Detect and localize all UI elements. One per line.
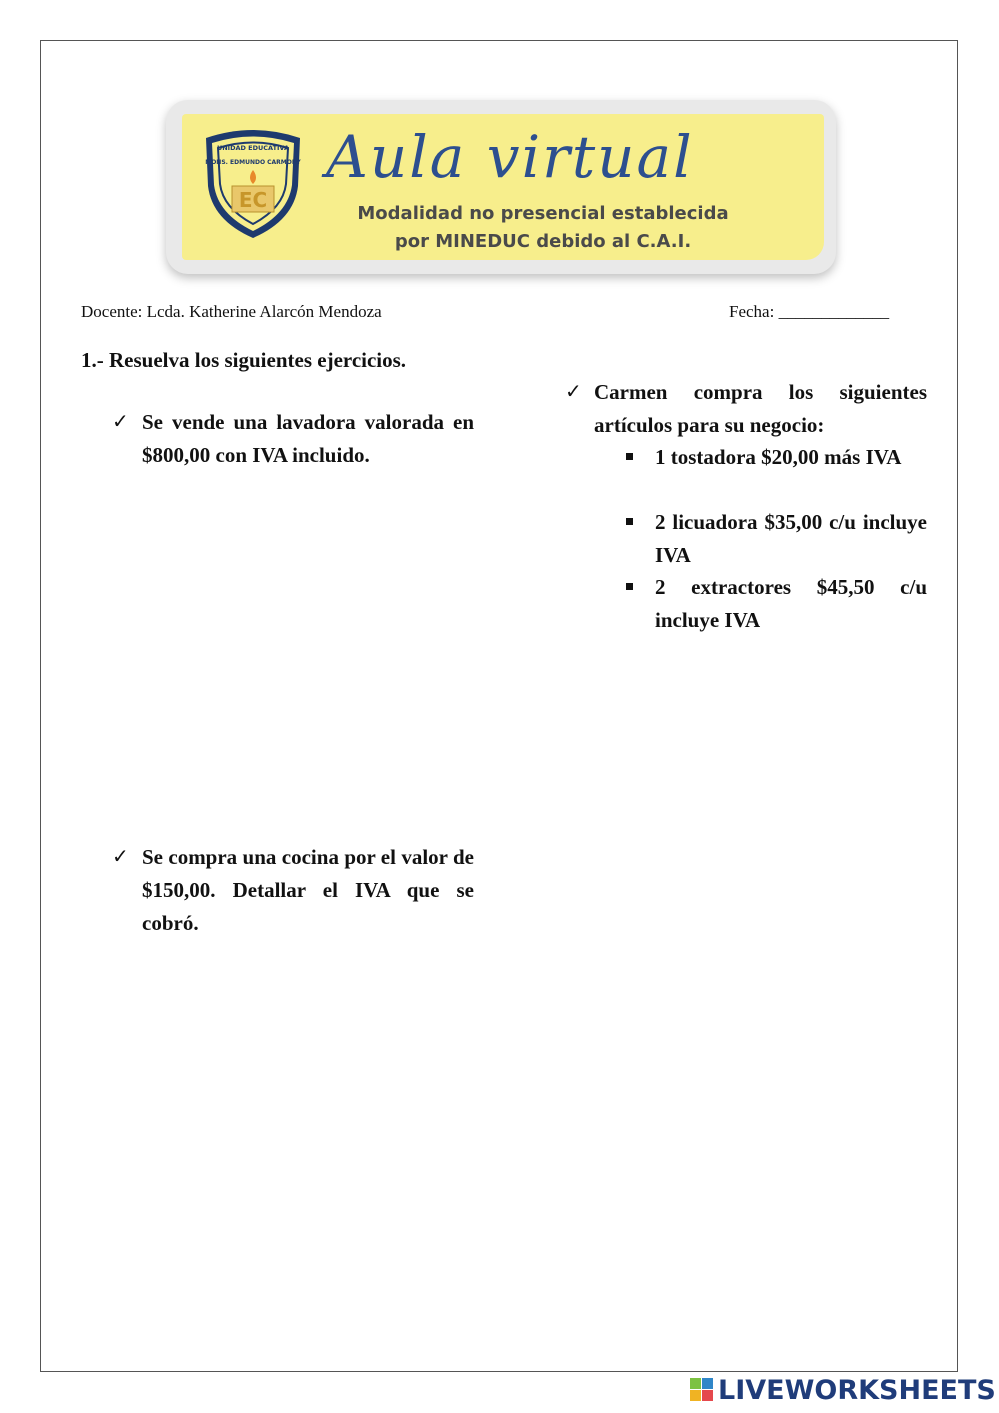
liveworksheets-mark-icon	[690, 1377, 714, 1403]
liveworksheets-logo	[690, 1375, 996, 1405]
section-heading: 1.- Resuelva los siguientes ejercicios.	[81, 348, 407, 372]
banner-title: Aula virtual	[326, 123, 694, 191]
liveworksheets-brand: LIVEWORKSHEETS	[718, 1374, 996, 1406]
exercise-2: Se compra una cocina por el valor de $150,00. Detallar el IVA que se cobró.	[142, 845, 474, 935]
banner-subtitle-line1: Modalidad no presencial establecida	[357, 203, 729, 224]
exercise-3-item-1: 1 tostadora $20,00 más IVA	[655, 445, 902, 469]
crest-initials: EC	[238, 188, 268, 212]
school-crest-icon	[198, 124, 308, 240]
exercise-1: Se vende una lavadora valorada en $800,00 con IVA incluido.	[142, 410, 474, 467]
check-icon: ✓	[112, 844, 129, 868]
exercise-3: Carmen compra los siguientes artículos para su negocio:	[594, 380, 927, 437]
exercise-3-item-3: 2 extractores $45,50 c/u incluye IVA	[655, 575, 927, 632]
crest-top-text: UNIDAD EDUCATIVA	[216, 144, 290, 152]
square-bullet-icon	[626, 453, 633, 460]
banner-subtitle-line2: por MINEDUC debido al C.A.I.	[394, 231, 692, 252]
check-icon: ✓	[565, 379, 582, 403]
teacher-name: Docente: Lcda. Katherine Alarcón Mendoza	[81, 302, 382, 321]
exercise-3-item-2: 2 licuadora $35,00 c/u incluye IVA	[655, 510, 927, 567]
square-bullet-icon	[626, 518, 633, 525]
square-bullet-icon	[626, 583, 633, 590]
date-field: Fecha: _____________	[729, 302, 890, 321]
check-icon: ✓	[112, 409, 129, 433]
crest-name-text: MONS. EDMUNDO CARMODY	[205, 159, 301, 166]
